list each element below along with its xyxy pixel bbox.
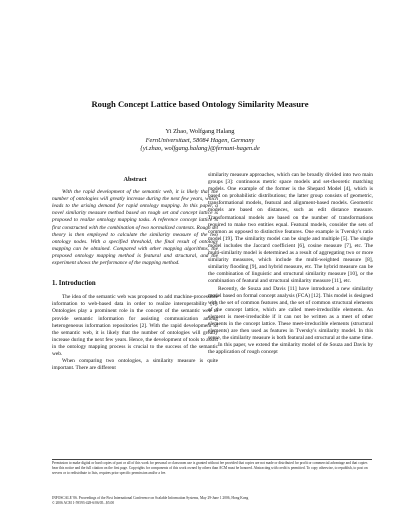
section-heading-introduction: 1. Introduction: [52, 280, 96, 288]
intro-paragraph-1: The idea of the semantic web was proposed to add machine-processible information to web-based data in order to realize interoperability [1]. Ontologies play a prominent role in the concept of the semantic web to provide semantic information for assisting communication among heterogeneous information repositories [2]. With the rapid development of the semantic web, it is likely that the number of ontologies will greatly increase during the next few years. Hence, the development of tools to assist in the ontology mapping process is crucial to the success of the semantic web.: [52, 294, 218, 357]
right-paragraph-1: similarity measure approaches, which can be broadly divided into two main groups [3]: continuous metric space models and set-theoretic matching models. One example of the former is the Shepard Model [4], which is based on probabilistic distributions; the latter group consists of geometric, transformational models, featural and alignment-based models. Geometric models are based on distances, such as edit distance measure. Transformational models are based on the number of transformations required to make two entities equal. Featural models, consider the sets of common as opposed to distinctive features. One example is Tversky's ratio model [19]. The similarity model can be single and multiple [5]. The single model includes the Jaccard coefficient [6], cosine measure [7], etc. The multi-similarity model is determined as a result of aggregating two or more similarity measures, which include the multi-weighted measure [8], similarity flooding [9], and hybrid measure, etc. The hybrid measure can be the combination of linguistic and structural similarity measure [10], or the combination of featural and structural similarity measure [11], etc.: [208, 172, 373, 285]
right-column: [208, 172, 373, 356]
footer-line-1: INFOSCALE '06. Proceedings of the First International Conference on Scalable Information Systems, May 29-June 1 2006, Hong Kong: [52, 496, 249, 500]
left-column: [52, 176, 218, 372]
abstract-text: With the rapid development of the semantic web, it is likely that the number of ontologies will greatly increase during the next few years, which leads to the arising demand for rapid ontology mapping. In this paper, a novel similarity measure method based on rough set and concept lattice is proposed to realize ontology mapping tasks. A reference concept lattice is first constructed with the combination of two normalized contexts. Rough set theory is then employed to calculate the similarity measure of the two ontology nodes. With a specified threshold, the final result of ontology mapping can be obtained. Compared with other mapping algorithms, the proposed ontology mapping method is featural and structural, and the experiment shows the performance of the mapping method.: [52, 189, 218, 267]
footnote-divider: [52, 459, 372, 460]
footer-line-2: © 2006 ACM 1-59593-428-6/06/05...$5.00: [52, 500, 115, 505]
right-paragraph-3: In this paper, we extend the similarity model of de Souza and Davis by the application of rough concept: [208, 342, 373, 356]
author-block: [0, 128, 400, 154]
conference-footer: [52, 496, 374, 506]
intro-paragraph-2: When comparing two ontologies, a similarity measure is quite important. There are different: [52, 358, 218, 372]
abstract-heading: Abstract: [123, 176, 147, 183]
affiliation: FernUniversitaet, 58084 Hagen, Germany: [145, 136, 255, 144]
author-email: {yi.zhao, wolfgang.halang}@fernuni-hagen.de: [140, 145, 260, 153]
paper-title: Rough Concept Lattice based Ontology Similarity Measure: [91, 99, 309, 109]
right-paragraph-2: Recently, de Souza and Davis [11] have introduced a new similarity model based on formal concept analysis (FCA) [12]. This model is designed with the set of common features and, the set of common structural elements of the concept lattice, which are called meet-irreducible elements. An element is meet-irreducible if it can not be written as a meet of other elements in the concept lattice. These meet-irreducible elements (structural elements) are then used as features in Tversky's similarity model. In this sense, the similarity measure is both featural and structural at the same time.: [208, 285, 373, 342]
copyright-footnote: Permission to make digital or hard copies of part or all of this work for personal or classroom use is granted without fee provided that copies are not made or distributed for profit or commercial advantage and that copies bear this notice and the full citation on the first page. Copyrights for components of this work owned by others than ACM must be honored. Abstracting with credit is permitted. To copy otherwise, to republish, to post on servers or to redistribute to lists, requires prior specific permission and/or a fee.: [52, 461, 368, 475]
author-names: Yi Zhao, Wolfgang Halang: [165, 128, 235, 135]
